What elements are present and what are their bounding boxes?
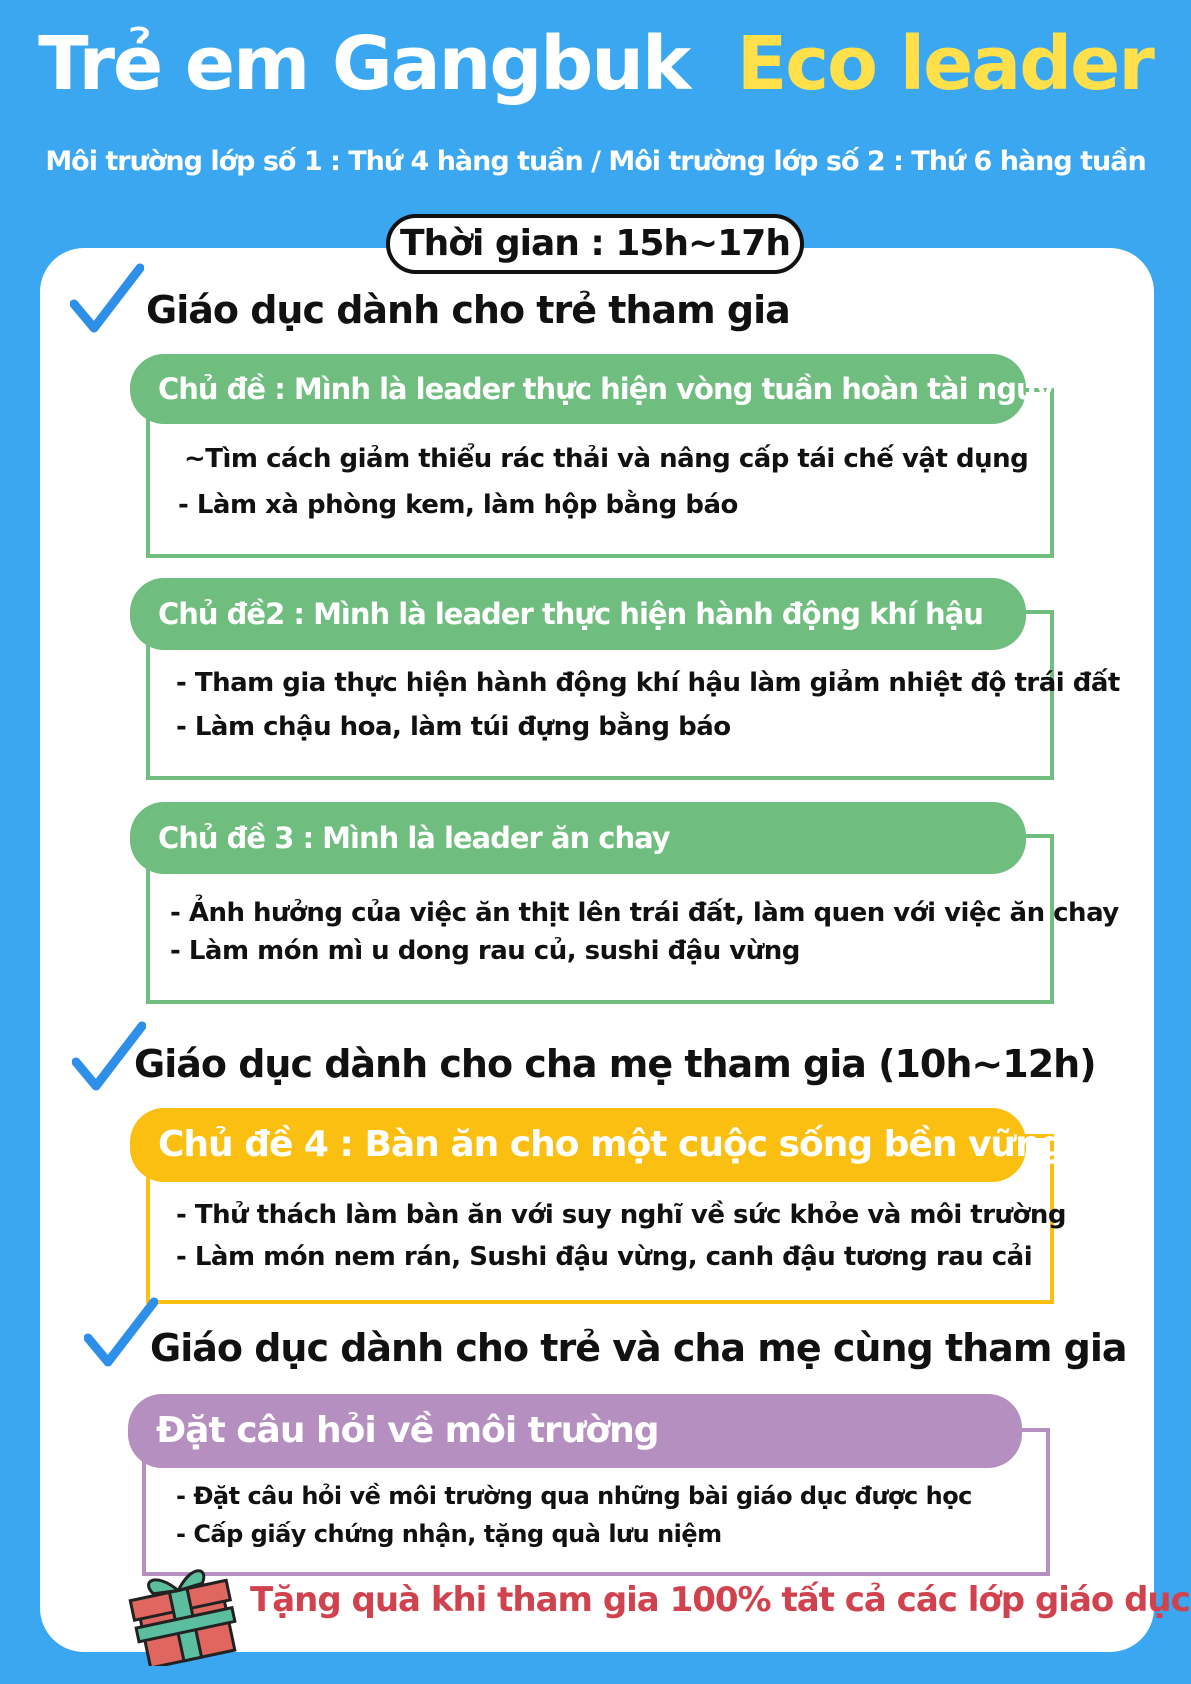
- gift-icon: [124, 1560, 242, 1666]
- list-item: - Làm chậu hoa, làm túi đựng bằng báo: [176, 712, 731, 742]
- section-heading-children: Giáo dục dành cho trẻ tham gia: [146, 288, 790, 332]
- title-main: Trẻ em Gangbuk: [38, 21, 690, 107]
- topic-tab-2: Chủ đề2 : Mình là leader thực hiện hành động khí hậu: [130, 578, 1026, 650]
- list-item: ~Tìm cách giảm thiểu rác thải và nâng cấp tái chế vật dụng: [184, 444, 1029, 474]
- list-item: - Làm món nem rán, Sushi đậu vừng, canh đậu tương rau cải: [176, 1242, 1033, 1272]
- topic-tab-1: Chủ đề : Mình là leader thực hiện vòng tuần hoàn tài nguyên: [130, 354, 1026, 424]
- check-icon: [70, 262, 144, 336]
- footer-reward-text: Tặng quà khi tham gia 100% tất cả các lớp giáo dục: [250, 1580, 1190, 1620]
- section-heading-together: Giáo dục dành cho trẻ và cha mẹ cùng tham gia: [150, 1326, 1127, 1370]
- check-icon: [84, 1296, 158, 1370]
- topic-tab-5: Đặt câu hỏi về môi trường: [128, 1394, 1022, 1468]
- topic-tab-4: Chủ đề 4 : Bàn ăn cho một cuộc sống bền vững: [130, 1108, 1026, 1182]
- poster-title: [0, 14, 1191, 114]
- topic-tab-3: Chủ đề 3 : Mình là leader ăn chay: [130, 802, 1026, 874]
- list-item: - Tham gia thực hiện hành động khí hậu làm giảm nhiệt độ trái đất: [176, 668, 1120, 698]
- list-item: - Ảnh hưởng của việc ăn thịt lên trái đất, làm quen với việc ăn chay: [170, 898, 1119, 928]
- title-highlight: Eco leader: [736, 21, 1153, 107]
- list-item: - Thử thách làm bàn ăn với suy nghĩ về sức khỏe và môi trường: [176, 1200, 1067, 1230]
- list-item: - Làm món mì u dong rau củ, sushi đậu vừng: [170, 936, 800, 966]
- list-item: - Cấp giấy chứng nhận, tặng quà lưu niệm: [176, 1520, 722, 1548]
- section-heading-parents: Giáo dục dành cho cha mẹ tham gia (10h~12h): [134, 1042, 1096, 1086]
- list-item: - Đặt câu hỏi về môi trường qua những bài giáo dục được học: [176, 1482, 972, 1510]
- schedule-subtitle: Môi trường lớp số 1 : Thứ 4 hàng tuần / Môi trường lớp số 2 : Thứ 6 hàng tuần: [45, 146, 1146, 177]
- time-pill: Thời gian : 15h~17h: [386, 214, 804, 274]
- list-item: - Làm xà phòng kem, làm hộp bằng báo: [178, 490, 738, 520]
